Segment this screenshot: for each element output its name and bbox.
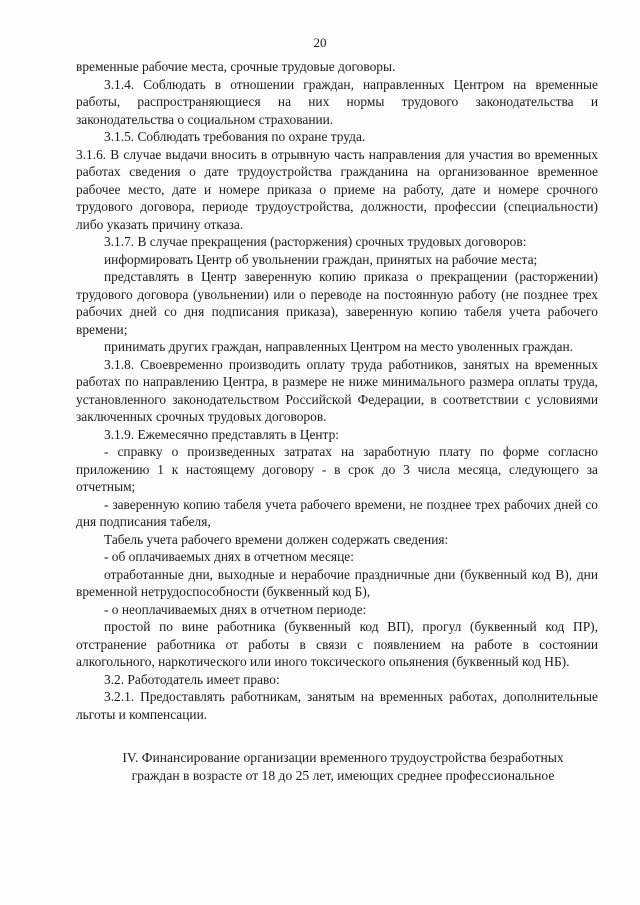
paragraph-0: временные рабочие места, срочные трудовые договоры. (76, 59, 396, 74)
document-body (76, 58, 598, 785)
paragraph-14: отработанные дни, выходные и нерабочие праздничные дни (буквенный код В), дни временной нетрудоспособности (буквенный код Б), (76, 566, 598, 599)
paragraph-17: 3.2. Работодатель имеет право: (104, 671, 280, 687)
page-number: 20 (313, 35, 327, 50)
paragraph-6: представлять в Центр заверенную копию приказа о прекращении (расторжении) трудового договора (увольнении) или о переводе на постоянную работу (не позднее трех рабочих дней со дня подписания приказа), заверенную копию табеля учета рабочего времени; (76, 269, 598, 337)
paragraph-10: - справку о произведенных затратах на заработную плату по форме согласно приложению 1 к настоящему договору - в срок до 3 числа месяца, следующего за отчетным; (76, 444, 598, 494)
paragraph-4: 3.1.7. В случае прекращения (расторжения) срочных трудовых договоров: (104, 234, 527, 249)
paragraph-15: - о неоплачиваемых днях в отчетном периоде: (104, 601, 367, 617)
paragraph-16: простой по вине работника (буквенный код ВП), прогул (буквенный код ПР), отстранение работника от работы в связи с появлением на работе в состоянии алкогольного, наркотического или иного токсического опьянения (буквенный код НБ). (76, 619, 598, 669)
paragraph-9: 3.1.9. Ежемесячно представлять в Центр: (104, 426, 339, 442)
paragraph-3: 3.1.6. В случае выдачи вносить в отрывную часть направления для участия во временных работах сведения о дате трудоустройства гражданина на организованное временное рабочее место, дате и номере приказа о приеме на работу, дате и номере срочного трудового договора, периоде трудоустройства, должности, профессии (специальности) либо указать причину отказа. (76, 146, 598, 232)
paragraph-18: 3.2.1. Предоставлять работникам, занятым на временных работах, дополнительные льготы и компенсации. (76, 689, 598, 722)
section-heading-line-1: IV. Финансирование организации временного трудоустройства безработных (122, 750, 564, 765)
paragraph-5: информировать Центр об увольнении граждан, принятых на рабочие места; (104, 251, 538, 267)
paragraph-8: 3.1.8. Своевременно производить оплату труда работников, занятых на временных работах по направлению Центра, в размере не ниже минимального размера оплаты труда, установленного законодательством Российской Федерации, в соответствии с условиями заключенных срочных трудовых договоров. (76, 356, 598, 424)
paragraph-1: 3.1.4. Соблюдать в отношении граждан, направленных Центром на временные работы, распространяющиеся на них нормы трудового законодательства и законодательства о социальном страховании. (76, 76, 598, 127)
section-heading (76, 749, 598, 785)
paragraph-11: - заверенную копию табеля учета рабочего времени, не позднее трех рабочих дней со дня подписания табеля, (76, 496, 598, 529)
paragraph-7: принимать других граждан, направленных Центром на место уволенных граждан. (104, 339, 573, 354)
paragraph-13: - об оплачиваемых днях в отчетном месяце: (104, 549, 354, 564)
paragraph-2: 3.1.5. Соблюдать требования по охране труда. (104, 129, 366, 144)
paragraph-12: Табель учета рабочего времени должен содержать сведения: (104, 531, 449, 547)
section-heading-line-2: граждан в возрасте от 18 до 25 лет, имеющих среднее профессиональное (131, 768, 555, 783)
